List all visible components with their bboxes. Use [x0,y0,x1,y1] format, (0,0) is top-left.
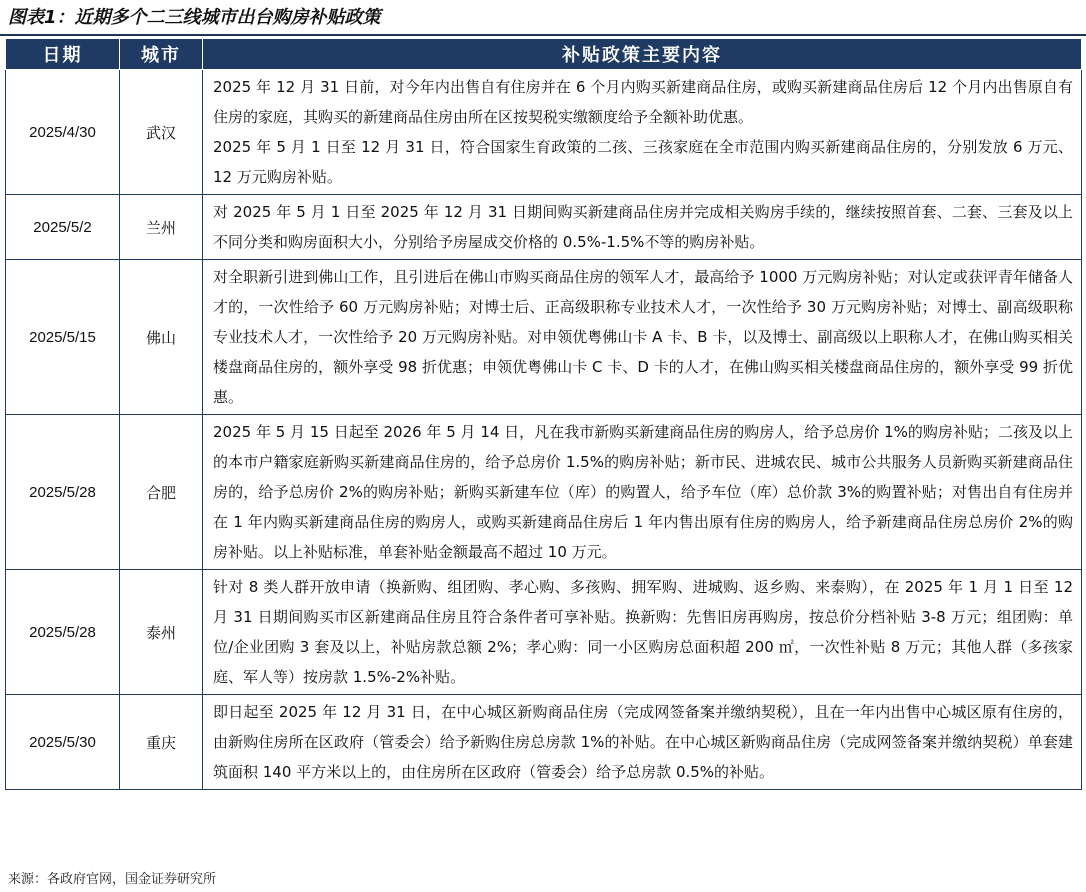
policy-paragraph: 对 2025 年 5 月 1 日至 2025 年 12 月 31 日期间购买新建商品住房并完成相关购房手续的，继续按照首套、二套、三套及以上不同分类和购房面积大小，分别给予房屋成交价格的 0.5%-1.5%不等的购房补贴。 [213,203,1073,251]
table-row-taizhou [6,570,1082,695]
policy-content-cell [203,415,1082,570]
policy-content-cell [203,260,1082,415]
policy-paragraph: 针对 8 类人群开放申请（换新购、组团购、孝心购、多孩购、拥军购、进城购、返乡购、来泰购），在 2025 年 1 月 1 日至 12 月 31 日期间购买市区新建商品住房且符合条件者可享补贴。换新购：先售旧房再购房，按总价分档补贴 3-8 万元；组团购：单位/企业团购 3 套及以上，补贴房款总额 2%；孝心购：同一小区购房总面积超 200 ㎡，一次性补贴 8 万元；其他人群（多孩家庭、军人等）按房款 1.5%-2%补贴。 [213,578,1073,686]
city-cell: 兰州 [120,195,203,260]
city-cell: 泰州 [120,570,203,695]
header-date: 日期 [6,39,120,70]
table-header-row [6,39,1082,70]
policy-paragraph: 2025 年 5 月 15 日起至 2026 年 5 月 14 日，凡在我市新购买新建商品住房的购房人，给予总房价 1%的购房补贴；二孩及以上的本市户籍家庭新购买新建商品住房的，给予总房价 1.5%的购房补贴；新市民、进城农民、城市公共服务人员新购买新建商品住房的，给予总房价 2%的购房补贴；新购买新建车位（库）的购置人，给予车位（库）总价款 3%的购置补贴；对售出自有住房并在 1 年内购买新建商品住房的购房人，或购买新建商品住房后 1 年内售出原有住房的购房人，给予新建商品住房总房价 2%的购房补贴。以上补贴标准，单套补贴金额最高不超过 10 万元。 [213,423,1073,561]
policy-paragraph: 2025 年 12 月 31 日前，对今年内出售自有住房并在 6 个月内购买新建商品住房，或购买新建商品住房后 12 个月内出售原自有住房的家庭，其购买的新建商品住房由所在区按契税实缴额度给予全额补助优惠。 [213,78,1073,126]
date-cell: 2025/4/30 [6,70,120,195]
header-city: 城市 [120,39,203,70]
title-divider [0,34,1086,36]
date-cell: 2025/5/2 [6,195,120,260]
policy-paragraph: 即日起至 2025 年 12 月 31 日，在中心城区新购商品住房（完成网签备案并缴纳契税），且在一年内出售中心城区原有住房的，由新购住房所在区政府（管委会）给予新购住房总房款 1%的补贴。在中心城区新购商品住房（完成网签备案并缴纳契税）单套建筑面积 140 平方米以上的，由住房所在区政府（管委会）给予总房款 0.5%的补贴。 [213,703,1073,781]
table-row-wuhan [6,70,1082,195]
policy-content-cell [203,70,1082,195]
city-cell: 佛山 [120,260,203,415]
table-row-chongqing [6,695,1082,790]
policy-table [5,38,1082,790]
figure-title: 图表1：近期多个二三线城市出台购房补贴政策 [8,7,381,28]
date-cell: 2025/5/28 [6,415,120,570]
date-cell: 2025/5/15 [6,260,120,415]
table-row-foshan [6,260,1082,415]
policy-paragraph: 对全职新引进到佛山工作，且引进后在佛山市购买商品住房的领军人才，最高给予 1000 万元购房补贴；对认定或获评青年储备人才的，一次性给予 60 万元购房补贴；对博士后、正高级职称专业技术人才，一次性给予 30 万元购房补贴；对博士、副高级职称专业技术人才，一次性给予 20 万元购房补贴。对申领优粤佛山卡 A 卡、B 卡，以及博士、副高级以上职称人才，在佛山购买相关楼盘商品住房的，额外享受 98 折优惠；申领优粤佛山卡 C 卡、D 卡的人才，在佛山购买相关楼盘商品住房的，额外享受 99 折优惠。 [213,268,1073,406]
table-row-lanzhou [6,195,1082,260]
table-row-hefei [6,415,1082,570]
source-note: 来源：各政府官网，国金证券研究所 [8,872,217,887]
city-cell: 重庆 [120,695,203,790]
header-content: 补贴政策主要内容 [203,39,1082,70]
date-cell: 2025/5/30 [6,695,120,790]
policy-content-cell [203,695,1082,790]
policy-paragraph: 2025 年 5 月 1 日至 12 月 31 日，符合国家生育政策的二孩、三孩家庭在全市范围内购买新建商品住房的，分别发放 6 万元、12 万元购房补贴。 [213,138,1073,186]
date-cell: 2025/5/28 [6,570,120,695]
city-cell: 武汉 [120,70,203,195]
city-cell: 合肥 [120,415,203,570]
policy-content-cell [203,570,1082,695]
policy-content-cell [203,195,1082,260]
